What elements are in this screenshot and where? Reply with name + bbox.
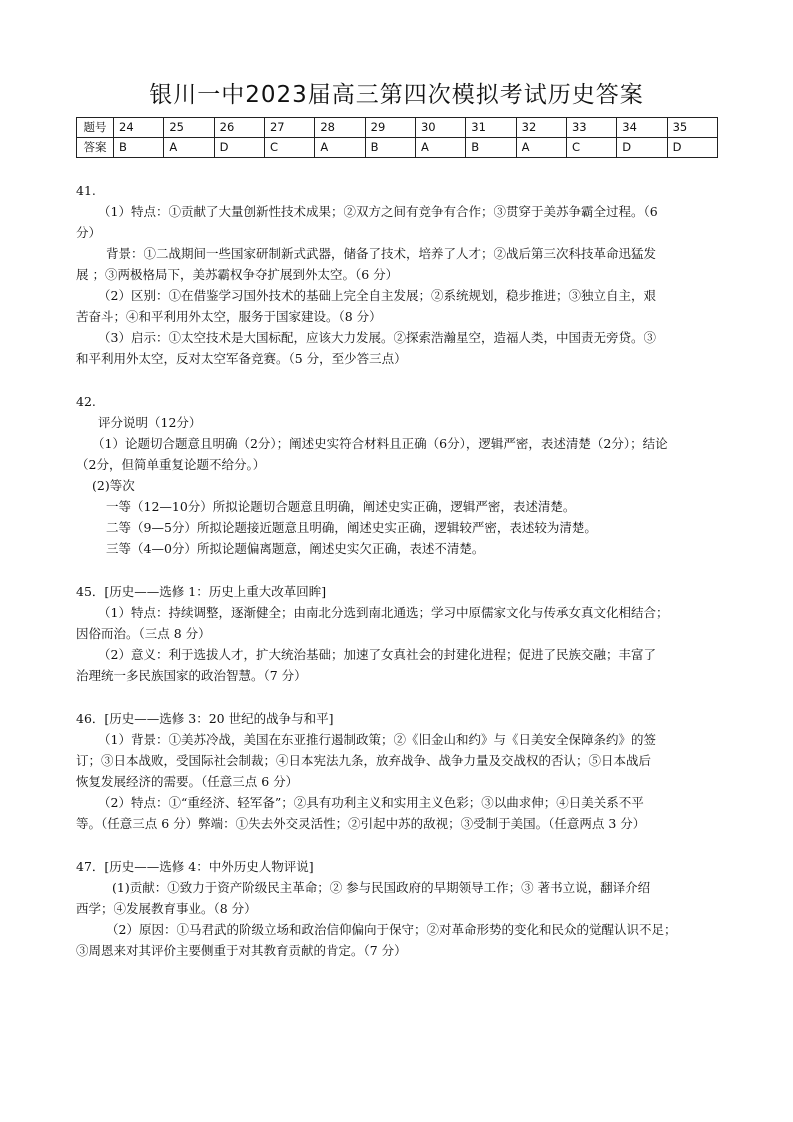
answer-cell: C [566,138,616,158]
answer-cell: A [315,138,365,158]
answer-paragraph-continued: （2分，但简单重复论题不给分。） [76,457,266,472]
question-number-cell: 27 [264,118,314,138]
answer-paragraph: 三等（4—0分）所拟论题偏离题意，阐述史实欠正确，表述不清楚。 [106,541,485,556]
question-number-cell: 24 [114,118,164,138]
question-47 [76,856,721,961]
question-number-cell: 35 [667,118,717,138]
answer-paragraph: （2）区别：①在借鉴学习国外技术的基础上完全自主发展；②系统规划，稳步推进；③独立自主，艰 [98,288,656,303]
answer-paragraph: （1）背景：①美苏冷战，美国在东亚推行遏制政策；②《旧金山和约》与《日美安全保障条约》的签 [98,732,656,747]
answer-paragraph-continued: 分） [76,225,102,240]
answer-cell: B [466,138,516,158]
answer-paragraph: 评分说明（12分） [98,415,202,430]
page-title: 银川一中2023届高三第四次模拟考试历史答案 [149,82,644,108]
answer-paragraph: （3）启示：①太空技术是大国标配，应该大力发展。②探索浩瀚星空，造福人类，中国责无旁贷。③ [98,330,656,345]
answer-cell: B [114,138,164,158]
answer-cell: A [415,138,465,158]
question-number-cell: 25 [164,118,214,138]
question-number-cell: 32 [516,118,566,138]
answer-paragraph: （2）原因：①马君武的阶级立场和政治信仰偏向于保守；②对革命形势的变化和民众的觉醒认识不足； [106,922,677,937]
question-46 [76,708,721,834]
answer-paragraph: 背景：①二战期间一些国家研制新式武器，储备了技术，培养了人才；②战后第三次科技革命迅猛发 [106,246,657,261]
answer-paragraph: (2)等次 [92,478,135,493]
answer-paragraph-continued: 因俗而治。（三点 8 分） [76,626,211,641]
answer-paragraph: （1）特点：持续调整，逐渐健全；由南北分选到南北通选；学习中原儒家文化与传承女真文化相结合； [98,605,669,620]
question-number-cell: 34 [617,118,667,138]
answer-table [76,117,718,158]
question-41 [76,180,721,369]
question-number-cell: 29 [365,118,415,138]
answer-cell: A [516,138,566,158]
answer-paragraph: （2）意义：利于选拔人才，扩大统治基础；加速了女真社会的封建化进程；促进了民族交融；丰富了 [98,647,656,662]
answer-paragraph: （1）特点：①贡献了大量创新性技术成果；②双方之间有竞争有合作；③贯穿于美苏争霸全过程。（6 [98,204,658,219]
answer-paragraph-continued: 订；③日本战败，受国际社会制裁；④日本宪法九条，放弃战争、战争力量及交战权的否认；⑤日本战后 [76,753,652,768]
answer-paragraph-continued: 治理统一多民族国家的政治智慧。（7 分） [76,668,307,683]
answer-paragraph-continued: 苦奋斗；④和平利用外太空，服务于国家建设。（8 分） [76,309,382,324]
question-number-row [77,118,718,138]
question-number-cell: 31 [466,118,516,138]
answer-paragraph: （2）特点：①“重经济、轻军备”；②具有功利主义和实用主义色彩；③以曲求伸；④日美关系不平 [98,795,644,810]
question-number-label: 题号 [77,118,114,138]
question-number: 42. [76,394,96,409]
question-number-cell: 30 [415,118,465,138]
question-heading: 46．[历史——选修 3：20 世纪的战争与和平] [76,711,334,726]
answer-paragraph: (1)贡献：①致力于资产阶级民主革命；② 参与民国政府的早期领导工作；③ 著书立说，翻译介绍 [112,880,651,895]
answer-paragraph: 二等（9—5分）所拟论题接近题意且明确，阐述史实正确，逻辑较严密，表述较为清楚。 [106,520,597,535]
answer-paragraph-continued: ③周恩来对其评价主要侧重于对其教育贡献的肯定。（7 分） [76,943,407,958]
answer-paragraph-continued: 等。（任意三点 6 分）弊端：①失去外交灵活性；②引起中苏的敌视；③受制于美国。（任意两点 3 分） [76,816,646,831]
answer-cell: B [365,138,415,158]
answer-paragraph-continued: 展 ；③两极格局下，美苏霸权争夺扩展到外太空。（6 分） [76,267,399,282]
answer-cell: D [667,138,717,158]
question-number-cell: 26 [214,118,264,138]
question-number-cell: 28 [315,118,365,138]
answer-cell: A [164,138,214,158]
answer-label: 答案 [77,138,114,158]
answer-cell: D [617,138,667,158]
answer-paragraph-continued: 西学；④发展教育事业。（8 分） [76,901,257,916]
question-45 [76,581,721,686]
question-number-cell: 33 [566,118,616,138]
question-heading: 47．[历史——选修 4：中外历史人物评说] [76,859,314,874]
answer-paragraph: 一等（12—10分）所拟论题切合题意且明确，阐述史实正确，逻辑严密，表述清楚。 [106,499,576,514]
answer-paragraph: （1）论题切合题意且明确（2分）；阐述史实符合材料且正确（6分），逻辑严密，表述清楚（2分）；结论 [92,436,668,451]
answer-paragraph-continued: 恢复发展经济的需要。（任意三点 6 分） [76,774,299,789]
question-42 [76,391,721,559]
question-number: 41. [76,183,96,198]
answer-content [76,180,721,961]
answer-cell: C [264,138,314,158]
answer-cell: D [214,138,264,158]
question-heading: 45．[历史——选修 1：历史上重大改革回眸] [76,584,327,599]
answer-row [77,138,718,158]
answer-paragraph-continued: 和平利用外太空，反对太空军备竞赛。（5 分，至少答三点） [76,351,407,366]
